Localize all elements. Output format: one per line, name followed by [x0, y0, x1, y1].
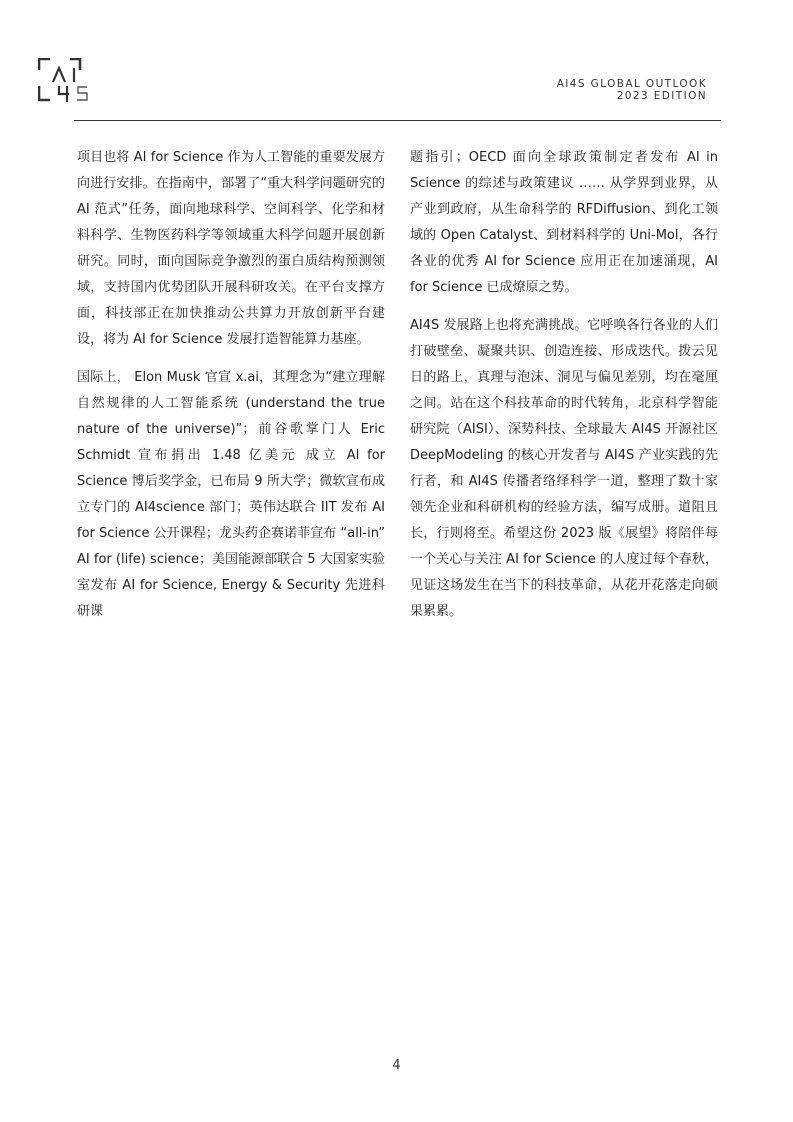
ai4s-logo — [38, 58, 94, 104]
report-title-line2: 2023 EDITION — [616, 90, 707, 102]
report-title — [557, 78, 707, 102]
right-column — [410, 145, 718, 637]
report-title-line1: AI4S GLOBAL OUTLOOK — [556, 78, 707, 90]
header-divider — [74, 120, 721, 121]
page-number: 4 — [392, 1058, 401, 1073]
left-column — [77, 145, 385, 637]
paragraph: 国际上， Elon Musk 官宣 x.ai，其理念为“建立理解自然规律的人工智能系统 (understand the true nature of the universe)”；前谷歌掌门人 Eric Schmidt 宣布捐出 1.48 亿美元 成立 AI for Science 博后奖学金，已布局 9 所大学；微软宣布成立专门的 AI4science 部门；英伟达联合 IIT 发布 AI for Science 公开课程；龙头药企赛诺菲宣布 “all-in” AI for (life) science；美国能源部联合 5 大国家实验室发布 AI for Science, Energy & Security 先进科研课 — [77, 370, 385, 619]
paragraph: 项目也将 AI for Science 作为人工智能的重要发展方向进行安排。在指南中，部署了“重大科学问题研究的 AI 范式”任务，面向地球科学、空间科学、化学和材料科学、生物医药科学等领域重大科学问题开展创新研究。同时，面向国际竞争激烈的蛋白质结构预测领域，支持国内优势团队开展科研攻关。在平台支撑方面，科技部正在加快推动公共算力开放创新平台建设，将为 AI for Science 发展打造智能算力基座。 — [77, 150, 385, 347]
paragraph: AI4S 发展路上也将充满挑战。它呼唤各行各业的人们打破壁垒、凝聚共识、创造连接、形成迭代。拨云见日的路上，真理与泡沫、洞见与偏见差别，均在毫厘之间。站在这个科技革命的时代转角，北京科学智能研究院（AISI）、深势科技、全球最大 AI4S 开源社区 DeepModeling 的核心开发者与 AI4S 产业实践的先行者，和 AI4S 传播者络绎科学一道，整理了数十家领先企业和科研机构的经验方法，编写成册。道阻且长，行则将至。希望这份 2023 版《展望》将陪伴每一个关心与关注 AI for Science 的人度过每个春秋，见证这场发生在当下的科技革命，从花开花落走向硕果累累。 — [410, 318, 718, 619]
paragraph: 题指引；OECD 面向全球政策制定者发布 AI in Science 的综述与政策建议 …… 从学界到业界，从产业到政府，从生命科学的 RFDiffusion、到化工领域的 Open Catalyst、到材料科学的 Uni-Mol，各行各业的优秀 AI for Science 应用正在加速涌现，AI for Science 已成燎原之势。 — [410, 150, 718, 295]
